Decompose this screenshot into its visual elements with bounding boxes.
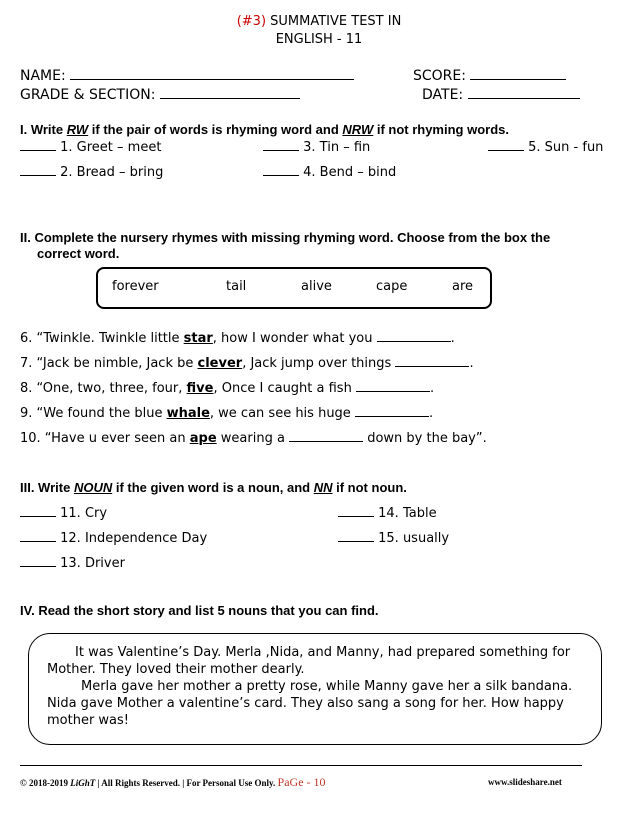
list-item: 14. Table [338, 504, 437, 521]
grade-field[interactable] [160, 86, 300, 99]
answer-blank[interactable] [395, 354, 469, 367]
noun-keyword: NOUN [73, 480, 113, 495]
choice-word: cape [376, 279, 408, 294]
score-label: SCORE: [413, 68, 466, 84]
list-item: 5. Sun - fun [488, 138, 603, 155]
answer-blank[interactable] [377, 329, 451, 342]
answer-blank[interactable] [20, 138, 56, 151]
list-item: 3. Tin – fin [263, 138, 370, 155]
list-item: 15. usually [338, 529, 449, 546]
score-row [413, 67, 566, 84]
grade-row [20, 86, 300, 103]
section2-heading-line2: correct word. [37, 246, 120, 261]
name-label: NAME: [20, 68, 66, 84]
story-line: Merla gave her mother a pretty rose, while Manny gave her a silk bandana. [81, 679, 573, 694]
footer-left [20, 775, 326, 790]
date-label: DATE: [422, 87, 464, 103]
rhyme-item-7: 7. “Jack be nimble, Jack be clever, Jack jump over things . [20, 356, 474, 371]
choice-word: alive [301, 279, 332, 294]
test-title [0, 14, 638, 29]
name-row [20, 67, 354, 84]
answer-blank[interactable] [263, 138, 299, 151]
answer-blank[interactable] [20, 554, 56, 567]
story-line: Mother. They loved their mother dearly. [47, 662, 305, 677]
list-item: 1. Greet – meet [20, 138, 161, 155]
answer-blank[interactable] [488, 138, 524, 151]
answer-blank[interactable] [20, 504, 56, 517]
section2-heading-line1: II. Complete the nursery rhymes with missing rhyming word. Choose from the box the [20, 230, 551, 245]
story-line: mother was! [47, 713, 130, 728]
answer-blank[interactable] [338, 504, 374, 517]
answer-blank[interactable] [20, 163, 56, 176]
story-line: It was Valentine’s Day. Merla ,Nida, and Manny, had prepared something for [75, 645, 571, 660]
list-item: 13. Driver [20, 554, 125, 571]
copyright-text: © 2018-2019 [20, 778, 68, 788]
test-number: (#3) [236, 14, 267, 29]
section4-heading: IV. Read the short story and list 5 nouns that you can find. [20, 603, 379, 618]
list-item: 2. Bread – bring [20, 163, 163, 180]
nrw-keyword: NRW [342, 122, 374, 137]
date-field[interactable] [468, 86, 580, 99]
footer-site: www.slideshare.net [488, 777, 562, 787]
story-box [28, 633, 602, 745]
rhyme-item-9: 9. “We found the blue whale, we can see his huge . [20, 406, 434, 421]
answer-blank[interactable] [263, 163, 299, 176]
rhyme-item-6: 6. “Twinkle. Twinkle little star, how I wonder what you . [20, 331, 455, 346]
grade-label: GRADE & SECTION: [20, 87, 156, 103]
nn-keyword: NN [313, 480, 333, 495]
date-row [422, 86, 580, 103]
page-number: PaGe - 10 [277, 775, 326, 789]
choice-word: are [452, 279, 474, 294]
answer-blank[interactable] [289, 429, 363, 442]
answer-blank[interactable] [20, 529, 56, 542]
score-field[interactable] [470, 67, 566, 80]
word-choice-box [96, 267, 492, 309]
choice-word: forever [112, 279, 159, 294]
list-item: 11. Cry [20, 504, 107, 521]
brand-text: LiGhT [70, 778, 96, 788]
title-line2: ENGLISH - 11 [275, 32, 363, 47]
rhyme-item-10: 10. “Have u ever seen an ape wearing a down by the bay”. [20, 431, 487, 446]
name-field[interactable] [70, 67, 354, 80]
answer-blank[interactable] [355, 404, 429, 417]
story-line: Nida gave Mother a valentine’s card. They also sang a song for her. How happy [47, 696, 564, 711]
answer-blank[interactable] [338, 529, 374, 542]
rw-keyword: RW [66, 122, 89, 137]
answer-blank[interactable] [356, 379, 430, 392]
choice-word: tail [226, 279, 247, 294]
rights-text: | All Rights Reserved. | For Personal Use Only. [97, 778, 276, 788]
section1-heading: I. Write RW if the pair of words is rhyming word and NRW if not rhyming words. [20, 122, 509, 137]
rhyme-item-8: 8. “One, two, three, four, five, Once I caught a fish . [20, 381, 435, 396]
footer-divider [20, 765, 582, 766]
section3-heading: III. Write NOUN if the given word is a noun, and NN if not noun. [20, 480, 407, 495]
title-line1: SUMMATIVE TEST IN [270, 14, 402, 29]
list-item: 4. Bend – bind [263, 163, 396, 180]
list-item: 12. Independence Day [20, 529, 207, 546]
